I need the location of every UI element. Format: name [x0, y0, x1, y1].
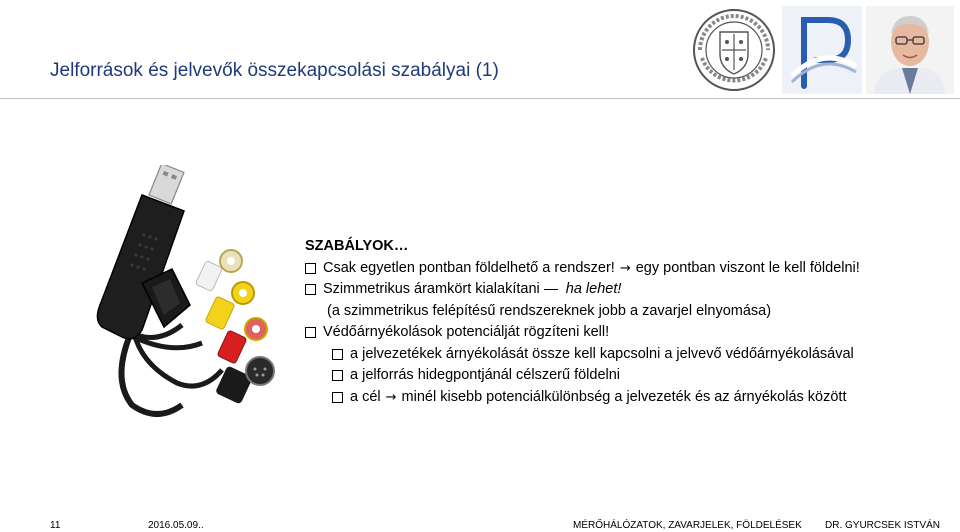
checkbox-bullet-icon	[305, 284, 316, 295]
footer-topic: MÉRŐHÁLÓZATOK, ZAVARJELEK, FÖLDELÉSEK	[573, 520, 802, 531]
university-seal-logo	[690, 6, 778, 94]
rule1-consequence: egy pontban viszont le kell földelni!	[635, 259, 860, 276]
sub-list-item	[305, 344, 945, 366]
list-item	[305, 258, 945, 280]
usb-video-capture-adapter-image	[72, 165, 287, 425]
logo-group	[690, 6, 956, 94]
sub2-text: a jelforrás hidegpontjánál célszerű földelni	[350, 367, 621, 383]
dash-separator	[544, 289, 558, 290]
slide-header	[0, 0, 960, 100]
right-arrow-icon: →	[385, 389, 397, 405]
checkbox-bullet-icon	[305, 263, 316, 274]
author-portrait-photo	[866, 6, 954, 94]
list-item-note	[305, 301, 945, 323]
sub1-text: a jelvezetékek árnyékolását össze kell kapcsolni a jelvevő védőárnyékolásával	[350, 345, 854, 362]
rule2-note: (a szimmetrikus felépítésű rendszereknek jobb a zavarjel elnyomása)	[327, 302, 772, 319]
checkbox-bullet-icon	[332, 370, 343, 381]
sub3-consequence: minél kisebb potenciálkülönbség a jelvezeték és az árnyékolás között	[401, 388, 847, 405]
rules-list	[305, 236, 945, 408]
footer-author: DR. GYURCSEK ISTVÁN	[825, 520, 941, 531]
list-item	[305, 279, 945, 301]
right-arrow-icon: →	[619, 260, 631, 276]
rule1-text: Csak egyetlen pontban földelhető a rendszer!	[323, 259, 615, 276]
checkbox-bullet-icon	[305, 327, 316, 338]
rules-heading: SZABÁLYOK…	[305, 238, 409, 254]
rule2-text: Szimmetrikus áramkört kialakítani	[323, 281, 540, 297]
checkbox-bullet-icon	[332, 349, 343, 360]
list-item	[305, 322, 945, 344]
header-divider	[0, 98, 960, 99]
sub-list-item	[305, 387, 945, 409]
sub-list-item	[305, 365, 945, 387]
slide-title: Jelforrások és jelvevők összekapcsolási szabályai (1)	[50, 60, 499, 81]
rule3-text: Védőárnyékolások potenciálját rögzíteni kell!	[323, 324, 610, 340]
slide-footer	[0, 518, 960, 532]
checkbox-bullet-icon	[332, 392, 343, 403]
faculty-p-logo	[782, 6, 862, 94]
page-number: 11	[50, 520, 61, 531]
rule2-emphasis: ha lehet!	[565, 281, 622, 297]
sub3-text: a cél	[350, 388, 381, 405]
footer-date: 2016.05.09..	[148, 520, 204, 531]
